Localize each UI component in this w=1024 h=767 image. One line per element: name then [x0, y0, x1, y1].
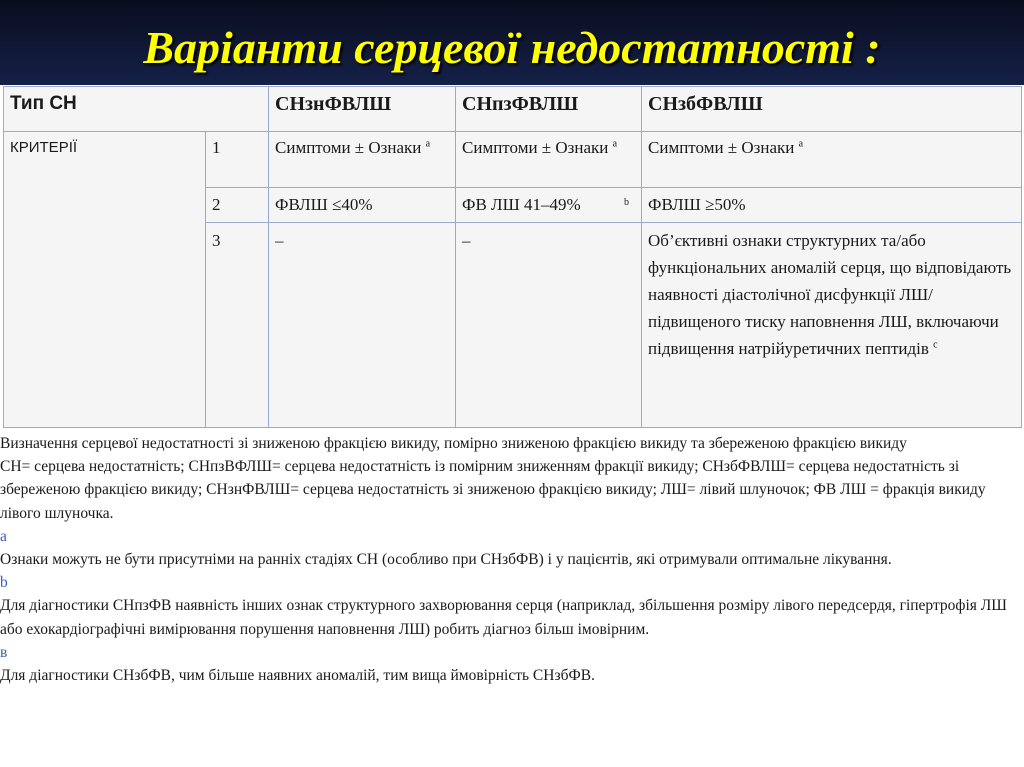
table-cell: – [456, 223, 642, 428]
table-notes [0, 432, 1024, 687]
definition-note: Визначення серцевої недостатності зі зниженою фракцією викиду, помірно зниженою фракцією викиду та збереженою фракцією викиду [0, 435, 907, 452]
footnote-marker: c [933, 339, 938, 351]
footnote-mark-a: a [0, 527, 7, 545]
table-cell [642, 132, 1022, 188]
cell-text: Симптоми ± Ознаки [462, 138, 609, 157]
footnote-a: Ознаки можуть не бути присутніми на ранніх стадіях СН (особливо при СНзбФВ) і у пацієнтів, які отримували оптимальне лікування. [0, 551, 892, 569]
footnote-b: Для діагностики СНпзФВ наявність інших ознак структурного захворювання серця (наприклад, збільшення розміру лівого передсердя, гіпертрофія ЛШ або ехокардіографічні вимірювання порушення наповнення ЛШ) робить діагноз більш імовірним. [0, 597, 1007, 638]
row-number: 1 [206, 132, 269, 188]
cell-text: Симптоми ± Ознаки [648, 138, 795, 157]
table-cell: – [269, 223, 456, 428]
table-cell [642, 223, 1022, 428]
slide-title: Варіанти серцевої недостатності : [143, 22, 881, 73]
footnote-marker: a [798, 138, 804, 150]
footnote-marker: b [624, 197, 630, 208]
table-cell [456, 132, 642, 188]
footnote-mark-b: b [0, 574, 8, 592]
criteria-label: КРИТЕРІЇ [4, 132, 206, 428]
abbreviations-note: СН= серцева недостатність; СНпзВФЛШ= серцева недостатність із помірним зниженням фракції викиду; СНзбФВЛШ= серцева недостатність зі збереженою фракцією викиду; СНзнФВЛШ= серцева недостатність зі зниженою фракцією викиду; ЛШ= лівий шлуночок; ФВ ЛШ = фракція викиду лівого шлуночка. [0, 458, 986, 522]
cell-text: ФВ ЛШ 41–49% [462, 195, 581, 214]
slide-header [0, 0, 1024, 85]
footnote-marker: a [612, 138, 618, 150]
hf-criteria-table [3, 86, 1022, 428]
footnote-marker: a [425, 138, 431, 150]
col-header-hfref: СНзнФВЛШ [269, 87, 456, 132]
col-header-hfpef: СНзбФВЛШ [642, 87, 1022, 132]
cell-text: Симптоми ± Ознаки [275, 138, 422, 157]
hf-type-header: Тип СН [4, 87, 269, 132]
footnote-mark-c: в [0, 643, 8, 661]
footnote-c: Для діагностики СНзбФВ, чим більше наявних аномалій, тим вища ймовірність СНзбФВ. [0, 667, 595, 685]
col-header-hfmref: СНпзФВЛШ [456, 87, 642, 132]
row-number: 2 [206, 188, 269, 223]
table-cell [269, 132, 456, 188]
table-row [4, 132, 1022, 188]
cell-text: Об’єктивні ознаки структурних та/або функціональних аномалій серця, що відповідають наявності діастолічної дисфункції ЛШ/підвищеного тиску наповнення ЛШ, включаючи підвищення натрійуретичних пептидів [648, 231, 1012, 358]
table-cell [456, 188, 642, 223]
table-cell: ФВЛШ ≤40% [269, 188, 456, 223]
table-header-row [4, 87, 1022, 132]
table-cell: ФВЛШ ≥50% [642, 188, 1022, 223]
row-number: 3 [206, 223, 269, 428]
